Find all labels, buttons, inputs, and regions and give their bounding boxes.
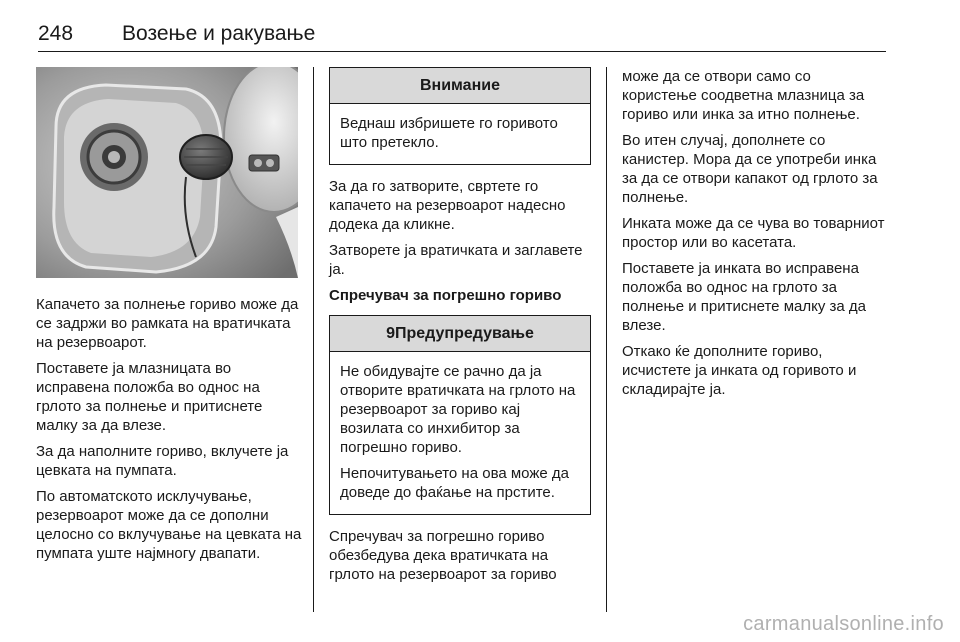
notice-box: [329, 67, 591, 165]
paragraph: Поставете ја млазницата во исправена положба во однос на грлото за полнење и притиснете малку за да влезе.: [36, 360, 263, 434]
notice-box-title: Внимание: [330, 68, 590, 104]
warning-icon: 9: [386, 325, 395, 342]
warning-paragraph: Непочитувањето на ова може да доведе до фаќање на прстите.: [340, 465, 569, 501]
paragraph: Затворете ја вратичката и заглавете ја.: [329, 242, 583, 278]
paragraph: Во итен случај, дополнете со канистер. Мора да се употреби инка за да се отвори капакот од грлото за полнење.: [622, 132, 878, 206]
paragraph: Спречувач за погрешно гориво обезбедува дека вратичката на грлото на резервоарот за гориво: [329, 528, 557, 583]
column-2: [329, 67, 591, 591]
column-3: [622, 67, 888, 406]
paragraph: По автоматското исклучување, резервоарот може да се дополни целосно со вклучување на цевката на пумпата уште најмногу двапати.: [36, 488, 302, 562]
warning-box-title: [330, 316, 590, 352]
notice-box-body: [330, 104, 590, 164]
paragraph: Поставете ја инката во исправена положба во однос на грлото за полнење и притиснете малку за да влезе.: [622, 260, 866, 334]
chapter-title: Возење и ракување: [122, 22, 316, 45]
column-1-text: [36, 295, 304, 570]
paragraph: Капачето за полнење гориво може да се задржи во рамката на вратичката на резервоарот.: [36, 296, 299, 351]
page-number: 248: [38, 22, 74, 45]
warning-box-body: [330, 352, 590, 514]
notice-text: Веднаш избришете го горивото што претекло.: [340, 115, 558, 151]
paragraph: Откако ќе дополните гориво, исчистете ја инката од горивото и складирајте ја.: [622, 343, 857, 398]
warning-box: [329, 315, 591, 515]
warning-title-text: Предупредување: [394, 325, 534, 342]
fuel-filler-flap-photo: [36, 67, 298, 278]
paragraph: може да се отвори само со користење соодветна млазница за гориво или инка за итно полнење.: [622, 68, 865, 123]
header-rule: [38, 51, 886, 52]
section-subheading: Спречувач за погрешно гориво: [329, 287, 562, 304]
warning-paragraph: Не обидувајте се рачно да ја отворите вратичката на грлото на резервоарот за гориво кај возилата со инхибитор за погрешно гориво.: [340, 363, 576, 456]
page-header: [38, 22, 886, 52]
column-divider-1: [313, 67, 314, 612]
column-divider-2: [606, 67, 607, 612]
watermark: carmanualsonline.info: [743, 613, 944, 635]
paragraph: За да наполните гориво, вклучете ја цевката на пумпата.: [36, 443, 289, 479]
paragraph: За да го затворите, свртете го капачето на резервоарот надесно додека да кликне.: [329, 178, 566, 233]
paragraph: Инката може да се чува во товарниот простор или во касетата.: [622, 215, 885, 251]
